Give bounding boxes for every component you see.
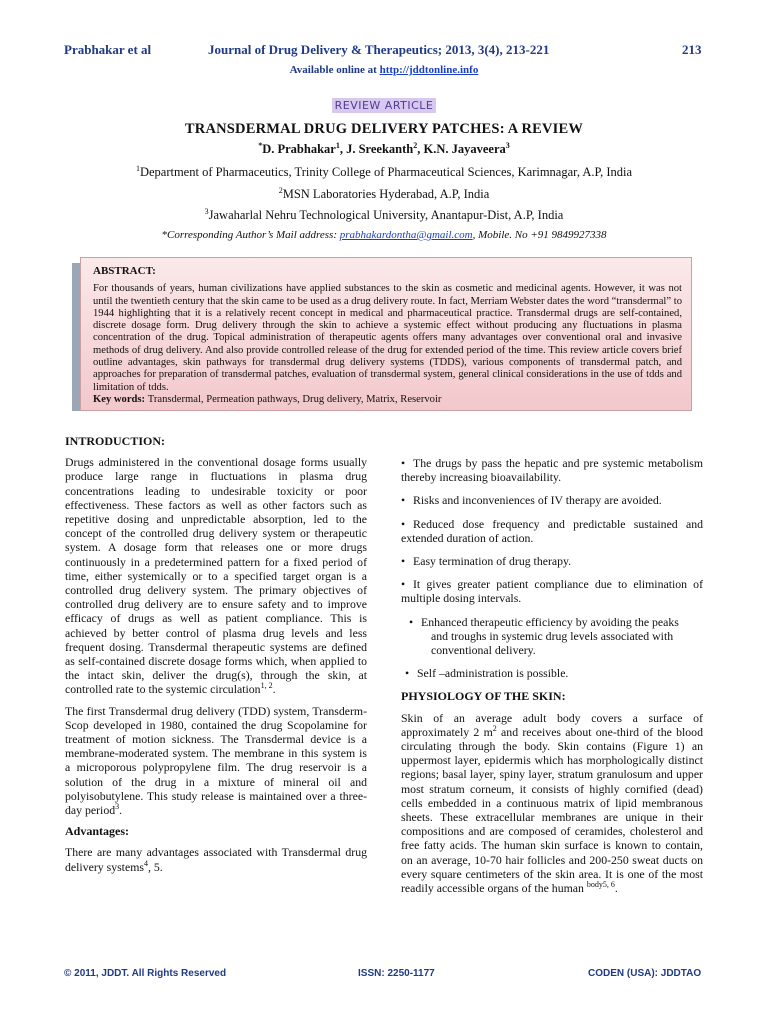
phys-ref: body5, 6 [586, 880, 615, 890]
bullet-3-text: Reduced dose frequency and predictable sustained and extended duration of action. [401, 516, 703, 545]
intro-p2-text: The first Transdermal drug delivery (TDD) system, Transderm-Scop developed in 1980, contained the drug Scopolamine for treatment of motion sickness. The Transdermal device is a membrane-moderated system. The membrane in this system is a microporous polypropylene film. The drug reservoir is a solution of the drug in a mixture of mineral oil and polyisobutylene. This study release is maintained over a three-day period [65, 703, 367, 818]
author-1-sup: 1 [335, 140, 340, 150]
intro-p1-end: . [272, 682, 276, 697]
author-2-sup: 2 [413, 140, 418, 150]
bullet-dot-icon: • [409, 614, 414, 629]
journal-url-link[interactable]: http://jddtonline.info [379, 64, 479, 76]
advantage-bullet-6 [409, 615, 703, 658]
author-3: K.N. Jayaveera [423, 142, 506, 156]
bullet-1-text: The drugs by pass the hepatic and pre systemic metabolism thereby increasing bioavailability. [401, 456, 703, 485]
running-header-authors: Prabhakar et al [64, 42, 152, 57]
adv-text: There are many advantages associated with Transdermal drug delivery systems [65, 845, 367, 874]
advantages-heading: Advantages: [65, 824, 130, 839]
advantage-bullet-3 [401, 517, 703, 545]
right-column [401, 456, 703, 902]
phys-text-2: and receives about one-third of the blood circulating through the body. Skin contains (Figure 1) an uppermost layer, epidermis which has morphologically distinct regions; basal layer, spiny layer, stratum granulosum and upper most stratum corneum, it consists of highly cornified (dead) cells embedded in a continuous matrix of lipid membranous sheets. These extracellular membranes are unique in their compositions and are composed of ceramides, cholesterol and free fatty acids. The human skin surface is known to contain, on an average, 10-70 hair follicles and 200-250 sweat ducts on every square centimeters of the skin area. It is one of the most readily accessible organs of the human [401, 724, 703, 896]
correspondence-email-link[interactable]: prabhakardontha@gmail.com [339, 229, 473, 241]
phys-sup: 2 [492, 723, 497, 733]
footer-copyright: © 2011, JDDT. All Rights Reserved [64, 968, 227, 979]
advantage-bullet-7 [405, 666, 703, 680]
advantage-bullet-5 [401, 577, 703, 605]
adv-ref: 4 [143, 858, 148, 868]
bullet-dot-icon: • [405, 666, 410, 681]
keywords-line [93, 394, 682, 406]
affiliation-1-text: Department of Pharmaceutics, Trinity College of Pharmaceutical Sciences, Karimnagar, A.P, India [139, 165, 633, 179]
affiliation-2-text: MSN Laboratories Hyderabad, A.P, India [282, 187, 490, 201]
advantage-bullet-2 [401, 493, 703, 507]
article-title: TRANSDERMAL DRUG DELIVERY PATCHES: A REVIEW [184, 121, 584, 137]
author-1-mark: * [258, 140, 263, 150]
introduction-paragraph-1 [65, 455, 367, 696]
keywords-text: Transdermal, Permeation pathways, Drug delivery, Matrix, Reservoir [147, 393, 442, 405]
intro-p1-ref: 1, 2 [260, 681, 273, 691]
abstract-heading: ABSTRACT: [93, 265, 156, 277]
affiliation-1-sup: 1 [135, 163, 140, 173]
abstract-text: For thousands of years, human civilizations have applied substances to the skin as cosmetic and medicinal agents. However, it was not until the twentieth century that the skin came to be used as a drug delivery route. In fact, Merriam Webster dates the word “transdermal” to 1944 highlighting that it is a relatively recent concept in medical and pharmaceutical practice. Transdermal drugs are self-contained, discrete dosage form. Drug delivery through the skin to achieve a systemic effect without producing any fluctuations in plasma concentration of the drug. Topical administration of therapeutic agents offers many advantages over conventional oral and invasive methods of drug delivery. And also provide controlled release of the drug for extended period of the time. This review article covers brief outline advantages, skin pathways for transdermal drug delivery systems (TDDS), various components of transdermal patch, and approaches for preparation of transdermal patches, evaluation of transdermal system, general clinical considerations in the use of tdds and limitation of tdds. [93, 283, 682, 393]
bullet-6-text-first: Enhanced therapeutic efficiency by avoiding the peaks [421, 614, 679, 629]
affiliation-3-text: Jawaharlal Nehru Technological University, Anantapur-Dist, A.P, India [208, 208, 564, 222]
phys-end: . [614, 881, 618, 896]
bullet-2-text: Risks and inconveniences of IV therapy are avoided. [413, 493, 662, 508]
article-type-label: REVIEW ARTICLE [332, 98, 437, 113]
physiology-paragraph [401, 711, 703, 896]
intro-p1-text: Drugs administered in the conventional dosage forms usually produce large range in fluctuations in plasma drug concentrations leading to undesirable toxicity or poor effectiveness. These factors as well as other factors such as repetitive dosing and unpredictable absorption, led to the concept of the controlled drug delivery system or therapeutic system. A dosage form that releases one or more drugs continuously in a predetermined pattern for a fixed period of time, either systemically or to a specified target organ is a controlled drug delivery system. The primary objectives of controlled drug delivery are to ensure safety and to improve efficacy of drugs as well as patient compliance. This is achieved by better control of plasma drug levels and less frequent dosing. Transdermal therapeutic systems are defined as self-contained discrete dosage forms which, when applied to the intact skin, deliver the drug(s), through the skin, at controlled rate to the systemic circulation [65, 455, 367, 697]
bullet-7-text: Self –administration is possible. [417, 666, 569, 681]
affiliation-3 [0, 208, 768, 223]
adv-end: , 5. [147, 859, 163, 874]
bullet-dot-icon: • [401, 516, 406, 531]
running-header-journal: Journal of Drug Delivery & Therapeutics; 2013, 3(4), 213-221 [208, 42, 550, 57]
bullet-5-text: It gives greater patient compliance due to elimination of multiple dosing intervals. [401, 577, 703, 606]
intro-p2-end: . [119, 803, 123, 818]
author-1: D. Prabhakar [262, 142, 336, 156]
advantages-paragraph [65, 845, 367, 873]
available-prefix: Available online at [289, 64, 380, 76]
affiliation-2 [0, 187, 768, 202]
author-2: J. Sreekanth [346, 142, 414, 156]
bullet-4-text: Easy termination of drug therapy. [413, 554, 572, 569]
phys-text-1: Skin of an average adult body covers a surface of approximately 2 m [401, 710, 703, 739]
introduction-heading: INTRODUCTION: [65, 434, 166, 448]
affiliation-1 [0, 165, 768, 180]
footer-issn: ISSN: 2250-1177 [358, 968, 435, 979]
bullet-6-continuation: and troughs in systemic drug levels associated with conventional delivery. [431, 628, 674, 658]
footer-coden: CODEN (USA): JDDTAO [588, 968, 702, 979]
correspondence-label: *Corresponding Author’s Mail address: [161, 229, 340, 241]
affiliation-2-sup: 2 [278, 185, 283, 195]
intro-p2-ref: 3 [115, 802, 120, 812]
correspondence-mobile: , Mobile. No +91 9849927338 [472, 229, 607, 241]
article-type-badge [0, 96, 768, 114]
author-list: *D. Prabhakar$^1$, J. Sreekanth$^2$, K.N. Jayaveera$^3$ [258, 140, 510, 156]
correspondence [0, 229, 768, 241]
keywords-label: Key words: [93, 393, 148, 405]
page-number: 213 [682, 42, 702, 57]
introduction-paragraph-2 [65, 704, 367, 818]
bullet-dot-icon: • [401, 577, 406, 592]
bullet-dot-icon: • [401, 554, 406, 569]
abstract-box [80, 257, 692, 411]
author-3-sup: 3 [505, 140, 510, 150]
advantage-bullet-4 [401, 554, 703, 568]
physiology-heading: PHYSIOLOGY OF THE SKIN: [401, 689, 566, 704]
left-column [65, 434, 367, 881]
bullet-dot-icon: • [401, 456, 406, 470]
bullet-dot-icon: • [401, 493, 406, 508]
advantage-bullet-1 [401, 456, 703, 484]
available-online [0, 64, 768, 76]
affiliation-3-sup: 3 [204, 206, 209, 216]
